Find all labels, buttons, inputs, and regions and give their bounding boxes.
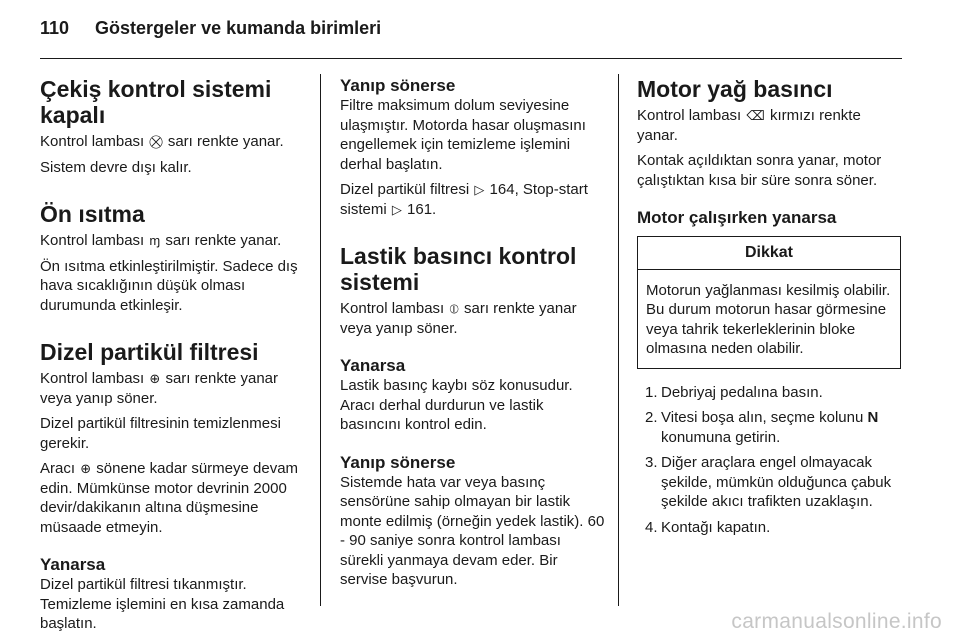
subsection-title-yanarsa: Yanarsa (340, 356, 406, 375)
column-1 (40, 76, 310, 640)
text: Vitesi boşa alın, seçme kolunu (661, 409, 868, 426)
text: Kontrol lambası (40, 232, 149, 249)
text: kırmızı renkte yanar. (637, 107, 861, 144)
paragraph (40, 132, 310, 152)
warning-box-title: Dikkat (638, 237, 900, 270)
subsection-title-blinking: Yanıp sönerse (340, 76, 456, 95)
page-number: 110 (40, 18, 70, 38)
text: Dizel partikül filtresi (340, 181, 474, 198)
header-rule (40, 58, 902, 59)
paragraph: Kontak açıldıktan sonra yanar, motor çalıştıktan kısa bir süre sonra söner. (637, 152, 882, 189)
paragraph: Filtre maksimum dolum seviyesine ulaşmıştır. Motorda hasar oluşmasını engellemek için temizleme işlemini derhal başlatın. (340, 97, 586, 173)
list-number: 2. (645, 409, 658, 426)
list-number: 3. (645, 454, 658, 471)
section-title-tire-pressure: Lastik basıncı kontrol sistemi (340, 243, 577, 295)
paragraph (40, 231, 310, 251)
text: 164, Stop-start sistemi (340, 181, 588, 218)
reference-arrow-icon: ▷ (391, 201, 402, 217)
text: Diğer araçlara engel olmayacak şekilde, mümkün olduğunca çabuk şekilde akıcı trafikten uzaklaşın. (661, 454, 892, 510)
dpf-icon: ⊕ (80, 461, 92, 476)
text: Kontrol lambası (637, 107, 746, 124)
steps-list (637, 383, 905, 538)
paragraph (637, 106, 905, 145)
gear-position: N (867, 409, 879, 426)
watermark: carmanualsonline.info (731, 610, 942, 633)
reference-arrow-icon: ▷ (474, 182, 485, 197)
section-title-traction-off: Çekiş kontrol sistemi kapalı (40, 76, 272, 128)
paragraph: Dizel partikül filtresi tıkanmıştır. Temizleme işlemini en kısa zamanda başlatın. (40, 576, 285, 632)
section-title-dpf: Dizel partikül filtresi (40, 339, 259, 365)
text: Kontağı kapatın. (661, 518, 771, 536)
page-title: Göstergeler ve kumanda birimleri (95, 18, 382, 38)
text: sarı renkte yanar veya yanıp söner. (40, 370, 279, 407)
subsection-title-running: Motor çalışırken yanarsa (637, 208, 837, 227)
list-item (637, 453, 905, 512)
column-2 (340, 76, 608, 596)
section-title-oil-pressure: Motor yağ basıncı (637, 76, 833, 102)
warning-box (637, 236, 901, 369)
warning-box-text: Motorun yağlanması kesilmiş olabilir. Bu durum motorun hasar görmesine veya tahrik tekerleklerinin bloke olmasına neden olabilir. (646, 281, 891, 357)
paragraph: Sistem devre dışı kalır. (40, 158, 192, 176)
text: Debriyaj pedalına basın. (661, 383, 823, 401)
paragraph: Lastik basınç kaybı söz konusudur. Aracı derhal durdurun ve lastik basıncını kontrol edin. (340, 377, 573, 433)
text: 161. (402, 200, 437, 218)
subsection-title-yanarsa: Yanarsa (40, 555, 106, 574)
text: sönene kadar sürmeye devam edin. Mümkünse motor devrinin 2000 devir/dakikanın altına düşmesine müsaade etmeyin. (40, 460, 299, 536)
list-item (637, 383, 905, 403)
section-title-preheat: Ön ısıtma (40, 201, 145, 227)
dpf-icon: ⊕ (149, 371, 161, 386)
list-item (637, 518, 905, 538)
paragraph (340, 299, 608, 338)
column-divider-2 (618, 74, 619, 606)
column-divider-1 (320, 74, 321, 606)
oil-can-icon: ⌫ (746, 108, 765, 123)
traction-off-icon: ⛒ (149, 134, 163, 149)
text: sarı renkte yanar. (161, 232, 282, 249)
text: Aracı (40, 460, 80, 477)
paragraph: Ön ısıtma etkinleştirilmiştir. Sadece dış hava sıcaklığının düşük olması durumunda etkinleşir. (40, 257, 298, 314)
text: Kontrol lambası (40, 370, 149, 387)
tire-pressure-icon: ⦶ (449, 301, 459, 316)
glow-plug-icon: ɱ (149, 233, 161, 248)
text: sarı renkte yanar. (163, 133, 284, 150)
text: Kontrol lambası (40, 133, 149, 150)
paragraph (40, 369, 310, 408)
list-number: 1. (645, 383, 658, 401)
paragraph (40, 459, 310, 537)
page-header (40, 18, 381, 39)
subsection-title-blinking: Yanıp sönerse (340, 452, 456, 472)
paragraph: Sistemde hata var veya basınç sensörüne sahip olmayan bir lastik monte edilmiş (örneğin yedek lastik). 60 - 90 saniye sonra kontrol lambası sürekli yanmaya devam eder. Bir servise başvurun. (340, 473, 605, 588)
column-3 (637, 76, 905, 543)
list-item (637, 408, 905, 447)
list-number: 4. (645, 518, 658, 536)
text: Kontrol lambası (340, 300, 449, 317)
paragraph: Dizel partikül filtresinin temizlenmesi gerekir. (40, 415, 281, 452)
text: konumuna getirin. (661, 428, 781, 446)
text: sarı renkte yanar veya yanıp söner. (340, 300, 577, 337)
paragraph (340, 180, 608, 219)
